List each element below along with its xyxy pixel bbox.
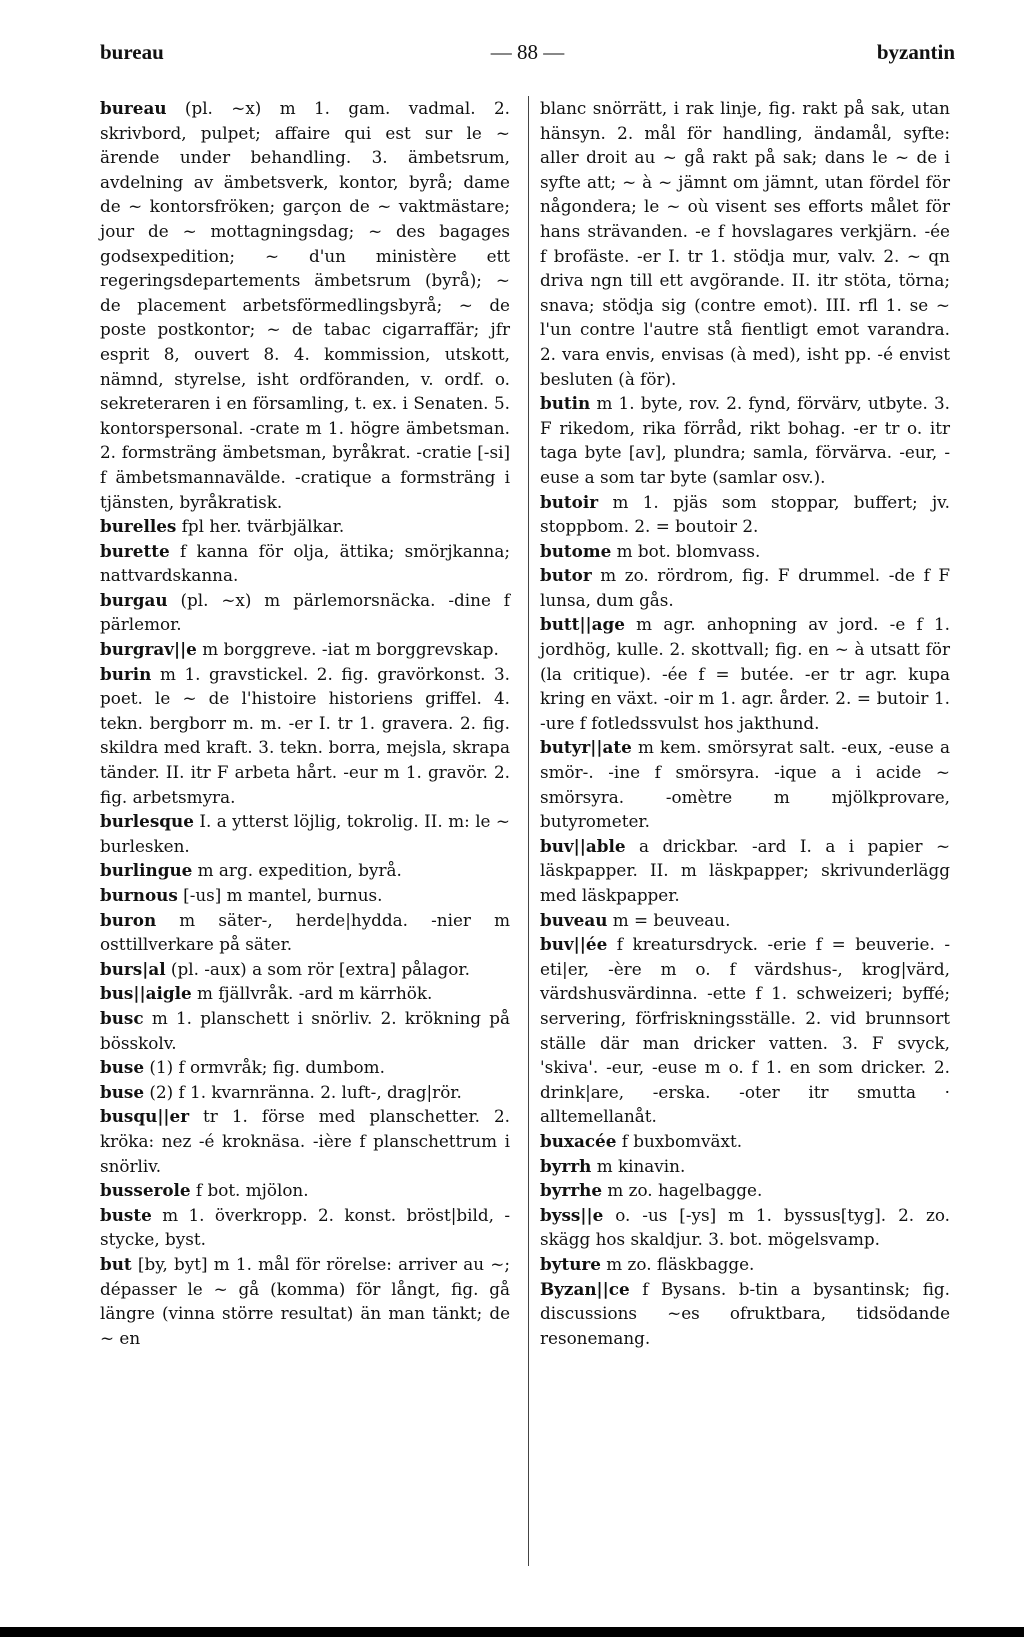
dictionary-entry bbox=[100, 1006, 510, 1055]
entry-headword: buveau bbox=[540, 909, 608, 930]
entry-headword: buse bbox=[100, 1081, 145, 1102]
entry-definition: (1) f ormvråk; fig. dumbom. bbox=[144, 1057, 385, 1078]
entry-definition: a drickbar. -ard I. a i papier ~ läskpapper. II. m läskpapper; skrivunderlägg med läskpapper. bbox=[540, 835, 950, 905]
dictionary-entry bbox=[100, 1080, 510, 1105]
entry-headword: byrrhe bbox=[540, 1180, 603, 1201]
dictionary-entry bbox=[100, 1203, 510, 1252]
page-header bbox=[100, 40, 955, 70]
entry-headword: butin bbox=[540, 393, 591, 414]
entry-definition: f kreatursdryck. -erie f = beuverie. -eti|er, -ère m o. f värdshus-, krog|värd, värdshusvärdinna. -ette f 1. schweizeri; byffé; servering, förfriskningsställe. 2. vid brunnsort ställe där man dricker vatten. 3. F svyck, 'skiva'. -eur, -euse m o. f 1. en som dricker. 2. drink|are, -erska. -oter itr smutta · alltemellanåt. bbox=[540, 934, 950, 1127]
entry-definition: m agr. anhopning av jord. -e f 1. jordhög, kulle. 2. skottvall; fig. en ~ à utsatt för (la critique). -ée f = butée. -er tr agr. kupa kring en växt. -oir m 1. agr. årder. 2. = butoir 1. -ure f fotledssvulst hos jakthund. bbox=[540, 614, 950, 733]
dictionary-entry bbox=[100, 1178, 510, 1203]
entry-headword: butyr||ate bbox=[540, 737, 632, 758]
dictionary-entry bbox=[100, 588, 510, 637]
entry-headword: buste bbox=[100, 1204, 152, 1225]
dictionary-entry bbox=[540, 1203, 950, 1252]
entry-definition: tr 1. förse med planschetter. 2. kröka: nez -é kroknäsa. -ière f planschettrum i snörliv. bbox=[100, 1106, 510, 1176]
entry-definition: m 1. byte, rov. 2. fynd, förvärv, utbyte. 3. F rikedom, rika förråd, rikt bohag. -er tr o. itr taga byte [av], plundra; samla, förvärva. -eur, -euse a som tar byte (samlar osv.). bbox=[540, 393, 950, 487]
entry-headword: byrrh bbox=[540, 1155, 592, 1176]
dictionary-entry bbox=[100, 514, 510, 539]
left-column bbox=[100, 96, 510, 1350]
entry-definition: [by, byt] m 1. mål för rörelse: arriver au ~; dépasser le ~ gå (komma) för långt, fig. gå längre (vinna större resultat) än man tänkt; de ~ en bbox=[100, 1253, 510, 1348]
entry-definition: (pl. ~x) m pärlemorsnäcka. -dine f pärlemor. bbox=[100, 589, 510, 635]
entry-headword: butoir bbox=[540, 491, 599, 512]
entry-definition: m arg. expedition, byrå. bbox=[192, 860, 402, 881]
entry-definition: o. -us [-ys] m 1. byssus[tyg]. 2. zo. skägg hos skaldjur. 3. bot. mögelsvamp. bbox=[540, 1204, 950, 1250]
dictionary-entry bbox=[540, 1154, 950, 1179]
entry-headword: butor bbox=[540, 565, 592, 586]
entry-headword: but bbox=[100, 1253, 132, 1274]
entry-headword: busc bbox=[100, 1007, 144, 1028]
entry-definition: [-us] m mantel, burnus. bbox=[177, 885, 383, 905]
entry-headword: byture bbox=[540, 1253, 601, 1274]
dictionary-entry bbox=[540, 490, 950, 539]
entry-headword: burgau bbox=[100, 589, 168, 610]
column-divider bbox=[528, 96, 529, 1566]
entry-definition: m zo. rördrom, fig. F drummel. -de f F lunsa, dum gås. bbox=[540, 565, 950, 610]
entry-definition: m kem. smörsyrat salt. -eux, -euse a smör-. -ine f smörsyra. -ique a i acide ~ smörsyra. -omètre m mjölkprovare, butyrometer. bbox=[540, 737, 950, 832]
dictionary-entry bbox=[540, 908, 950, 933]
dictionary-entry bbox=[540, 612, 950, 735]
entry-headword: bus||aigle bbox=[100, 983, 192, 1004]
dictionary-entry bbox=[540, 96, 950, 391]
entry-definition: f Bysans. b-tin a bysantinsk; fig. discussions ~es ofruktbara, tidsödande resonemang. bbox=[540, 1278, 950, 1348]
dictionary-entry bbox=[540, 391, 950, 489]
dictionary-entry bbox=[540, 1178, 950, 1203]
dictionary-entry bbox=[100, 1104, 510, 1178]
entry-definition: m zo. fläskbagge. bbox=[600, 1253, 755, 1274]
entry-definition: m 1. överkropp. 2. konst. bröst|bild, -stycke, byst. bbox=[100, 1204, 510, 1250]
header-right-word: byzantin bbox=[876, 40, 955, 64]
entry-headword: burin bbox=[100, 663, 152, 684]
entry-definition: m bot. blomvass. bbox=[611, 540, 761, 561]
dictionary-entry bbox=[540, 563, 950, 612]
entry-definition: m zo. hagelbagge. bbox=[602, 1180, 763, 1201]
dictionary-entry bbox=[100, 957, 510, 982]
entry-definition: m 1. pjäs som stoppar, buffert; jv. stoppbom. 2. = boutoir 2. bbox=[540, 491, 950, 537]
scan-edge bbox=[0, 1627, 1024, 1637]
entry-headword: butome bbox=[540, 540, 612, 561]
entry-definition: m fjällvråk. -ard m kärrhök. bbox=[191, 983, 433, 1004]
entry-headword: buron bbox=[100, 909, 157, 930]
entry-definition: I. a ytterst löjlig, tokrolig. II. m: le ~ burlesken. bbox=[100, 811, 510, 856]
entry-definition: m borggreve. -iat m borggrevskap. bbox=[196, 639, 499, 660]
entry-headword: burgrav||e bbox=[100, 639, 197, 660]
entry-definition: m kinavin. bbox=[591, 1155, 686, 1176]
dictionary-entry bbox=[540, 1277, 950, 1351]
entry-definition: f bot. mjölon. bbox=[190, 1180, 309, 1201]
entry-headword: bureau bbox=[100, 98, 167, 118]
entry-definition: m = beuveau. bbox=[607, 909, 731, 930]
dictionary-entry bbox=[100, 858, 510, 883]
entry-headword: burelles bbox=[100, 516, 177, 537]
dictionary-entry bbox=[540, 735, 950, 833]
entry-headword: busqu||er bbox=[100, 1106, 190, 1127]
dictionary-entry bbox=[100, 883, 510, 908]
entry-headword: buv||ée bbox=[540, 934, 608, 955]
entry-headword: buxacée bbox=[540, 1130, 617, 1151]
dictionary-entry bbox=[100, 662, 510, 810]
dictionary-entry bbox=[100, 539, 510, 588]
entry-headword: byss||e bbox=[540, 1204, 604, 1225]
dictionary-entry bbox=[540, 539, 950, 564]
dictionary-entry bbox=[100, 981, 510, 1006]
entry-headword: Byzan||ce bbox=[540, 1278, 630, 1299]
entry-headword: butt||age bbox=[540, 614, 625, 635]
entry-definition: m 1. gravstickel. 2. fig. gravörkonst. 3. poet. le ~ de l'histoire historiens griffel. 4. tekn. bergborr m. m. -er I. tr 1. gravera. 2. fig. skildra med kraft. 3. tekn. borra, mejsla, skrapa tänder. II. itr F arbeta hårt. -eur m 1. gravör. 2. fig. arbetsmyra. bbox=[100, 663, 510, 807]
entry-definition: fpl her. tvärbjälkar. bbox=[176, 516, 345, 537]
dictionary-entry bbox=[540, 834, 950, 908]
entry-definition: f kanna för olja, ättika; smörjkanna; nattvardskanna. bbox=[100, 540, 510, 586]
entry-headword: buse bbox=[100, 1057, 145, 1078]
dictionary-entry bbox=[540, 1129, 950, 1154]
page-number: — 88 — bbox=[490, 40, 565, 64]
dictionary-entry bbox=[100, 809, 510, 858]
entry-definition: (pl. -aux) a som rör [extra] pålagor. bbox=[165, 958, 470, 979]
header-left-word: bureau bbox=[100, 40, 164, 64]
entry-headword: busserole bbox=[100, 1180, 191, 1201]
dictionary-entry bbox=[100, 96, 510, 514]
dictionary-entry bbox=[100, 637, 510, 662]
dictionary-entry bbox=[100, 1055, 510, 1080]
dictionary-entry bbox=[100, 908, 510, 957]
dictionary-entry bbox=[100, 1252, 510, 1350]
entry-headword: burnous bbox=[100, 885, 178, 905]
right-column bbox=[540, 96, 950, 1350]
entry-headword: buv||able bbox=[540, 835, 626, 856]
entry-headword: burlingue bbox=[100, 860, 193, 881]
entry-headword: burs|al bbox=[100, 958, 166, 979]
entry-definition: m 1. planschett i snörliv. 2. krökning på bösskolv. bbox=[100, 1007, 510, 1053]
entry-definition: m säter-, herde|hydda. -nier m osttillverkare på säter. bbox=[100, 909, 510, 955]
entry-headword: burlesque bbox=[100, 811, 194, 832]
entry-definition: f buxbomväxt. bbox=[616, 1130, 743, 1151]
dictionary-entry bbox=[540, 932, 950, 1129]
entry-headword: burette bbox=[100, 540, 170, 561]
dictionary-entry bbox=[540, 1252, 950, 1277]
entry-definition: (2) f 1. kvarnränna. 2. luft-, drag|rör. bbox=[144, 1081, 462, 1102]
entry-definition: blanc snörrätt, i rak linje, fig. rakt på sak, utan hänsyn. 2. mål för handling, ändamål, syfte: aller droit au ~ gå rakt på sak; dans le ~ de i syfte att; ~ à ~ jämnt om jämnt, utan fördel för någondera; le ~ où visent ses efforts målet för hans strävanden. -e f hovslagares verkjärn. -ée f brofäste. -er I. tr 1. stödja mur, valv. 2. ~ qn driva ngn till ett avgörande. II. itr stöta, törna; snava; stödja sig (contre emot). III. rfl 1. se ~ l'un contre l'autre stå fientligt emot varandra. 2. vara envis, envisas (à med), isht pp. -é envist besluten (à för). bbox=[540, 98, 950, 389]
entry-definition: (pl. ~x) m 1. gam. vadmal. 2. skrivbord, pulpet; affaire qui est sur le ~ ärende under behandling. 3. ämbetsrum, avdelning av ämbetsverk, kontor, byrå; dame de ~ kontorsfröken; garçon de ~ vaktmästare; jour de ~ mottagningsdag; ~ des bagages godsexpedition; ~ d'un ministère ett regeringsdepartements ämbetsrum (byrå); ~ de placement arbetsförmedlingsbyrå; ~ de poste postkontor; ~ de tabac cigarraffär; jfr esprit 8, ouvert 8. 4. kommission, utskott, nämnd, styrelse, isht ordföranden, v. ordf. o. sekreteraren i en församling, t. ex. i Senaten. 5. kontorspersonal. -crate m 1. högre ämbetsman. 2. formsträng ämbetsman, byråkrat. -cratie [-si] f ämbetsmannavälde. -cratique a formsträng i tjänsten, byråkratisk. bbox=[100, 98, 510, 512]
